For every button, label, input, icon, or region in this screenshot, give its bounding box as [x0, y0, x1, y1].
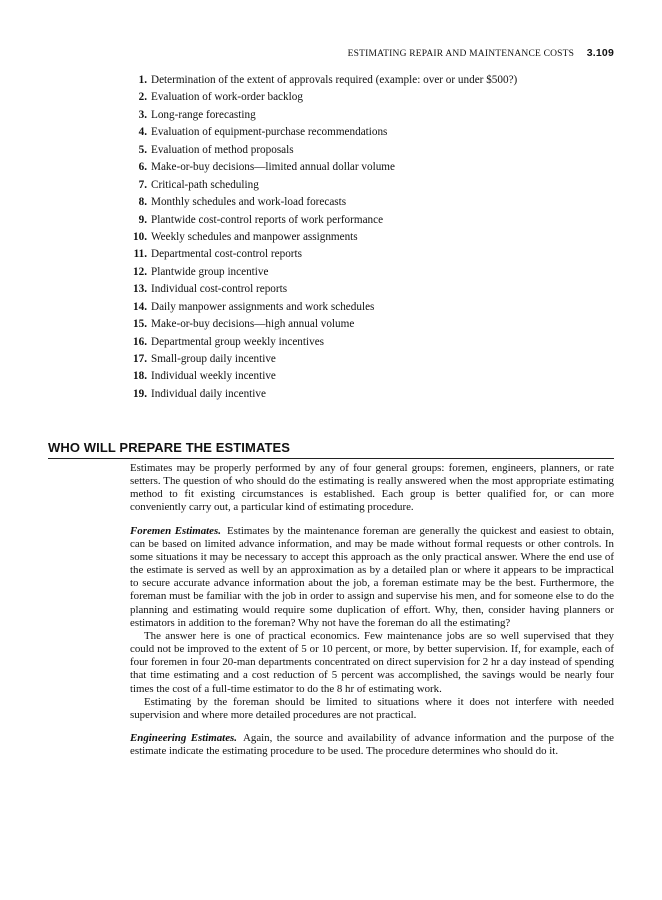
- list-item: [118, 89, 618, 106]
- list-item: [118, 72, 618, 89]
- list-item-text: Departmental cost-control reports: [151, 248, 302, 261]
- list-item-text: Daily manpower assignments and work schedules: [151, 300, 375, 313]
- section-heading: WHO WILL PREPARE THE ESTIMATES: [48, 440, 614, 459]
- list-item: [118, 368, 618, 385]
- list-item: [118, 177, 618, 194]
- list-item: [118, 281, 618, 298]
- engineering-paragraph-text: Again, the source and availability of advance information and the purpose of the estimate indicate the estimating procedure to be used. The procedure determines who should do it.: [130, 731, 615, 758]
- list-item-number: 16.: [133, 335, 147, 348]
- list-item: [118, 142, 618, 159]
- list-item-text: Weekly schedules and manpower assignments: [151, 230, 358, 243]
- foremen-run-in-heading: Foremen Estimates.: [130, 524, 221, 537]
- list-item-text: Make-or-buy decisions—limited annual dollar volume: [151, 161, 395, 174]
- list-item: [118, 316, 618, 333]
- list-item-number: 13.: [133, 283, 147, 296]
- foremen-economics-paragraph: The answer here is one of practical economics. Few maintenance jobs are so well supervised that they could not be improved to the extent of 5 or 10 percent, or more, by better supervision. If, for example, each of four foremen in four 20-man departments concentrated on direct supervision for 2 hr a day instead of spending that time estimating and a cost reduction of 5 percent was accomplished, the savings would be nearly four times the cost of a full-time estimator to do the 8 hr of estimating work.: [130, 629, 614, 695]
- foremen-paragraph: [130, 525, 614, 630]
- list-item-number: 4.: [138, 126, 147, 139]
- list-item: [118, 229, 618, 246]
- list-item-text: Small-group daily incentive: [151, 353, 276, 365]
- list-item-text: Individual cost-control reports: [151, 283, 288, 296]
- list-item-text: Evaluation of equipment-purchase recommendations: [151, 126, 388, 139]
- list-item: [118, 194, 618, 211]
- list-item-text: Evaluation of work-order backlog: [151, 91, 303, 104]
- engineering-paragraph: [130, 732, 614, 758]
- list-item-number: 19.: [133, 387, 147, 400]
- foremen-paragraph-text: Estimates by the maintenance foreman are generally the quickest and easiest to obtain, can be based on limited advance information, and may be made without formal requests or other controls. In some situations it may be necessary to accept this approach as the only practical answer. Where the end use of the estimate is served as well by an approximation as by a detailed plan or where it appears to be impractical to secure accurate advance information about the job, a foreman estimate may be the best. Furthermore, the foreman must be familiar with the job in order to assign and supervise his men, and for someone else to do the planning and estimating would require some duplication of effort. Why, then, consider having planners or estimators in addition to the foreman? Why not have the foreman do all the estimating?: [130, 524, 614, 629]
- list-item: [118, 246, 618, 263]
- list-item: [118, 386, 618, 403]
- list-item-number: 6.: [138, 161, 147, 174]
- list-item-number: 1.: [138, 74, 147, 86]
- list-item-number: 14.: [133, 300, 147, 313]
- intro-paragraph: Estimates may be properly performed by any of four general groups: foremen, engineers, planners, or rate setters. The question of who should do the estimating is really answered when the most appropriate estimating method to fit existing circumstances is established. Each group is better qualified for, or can more conveniently carry out, a particular kind of estimating procedure.: [130, 462, 614, 514]
- list-item: [118, 351, 618, 368]
- list-item-number: 15.: [133, 318, 147, 331]
- list-item-number: 10.: [133, 230, 147, 243]
- engineering-run-in-heading: Engineering Estimates.: [130, 731, 238, 744]
- list-item-text: Make-or-buy decisions—high annual volume: [151, 318, 355, 331]
- list-item-number: 3.: [138, 108, 147, 121]
- list-item-number: 2.: [138, 91, 147, 104]
- list-item-number: 7.: [138, 178, 147, 191]
- list-item-number: 18.: [133, 370, 147, 383]
- list-item-number: 5.: [138, 143, 147, 156]
- list-item-number: 8.: [138, 196, 147, 209]
- list-item-text: Plantwide group incentive: [151, 265, 269, 278]
- list-item-number: 17.: [133, 353, 147, 365]
- list-item-number: 12.: [133, 265, 147, 278]
- list-item: [118, 159, 618, 176]
- list-item-text: Long-range forecasting: [151, 108, 256, 121]
- list-item: [118, 264, 618, 281]
- foremen-limit-paragraph: Estimating by the foreman should be limited to situations where it does not interfere with needed supervision and where more detailed procedures are not practical.: [130, 695, 614, 721]
- list-item-number: 9.: [138, 213, 147, 226]
- list-item-text: Evaluation of method proposals: [151, 143, 294, 156]
- section-body: [130, 462, 614, 758]
- list-item: [118, 124, 618, 141]
- list-item-text: Individual daily incentive: [151, 387, 266, 400]
- running-head: [348, 47, 614, 59]
- list-item-text: Monthly schedules and work-load forecasts: [151, 196, 347, 209]
- list-item-number: 11.: [133, 248, 147, 261]
- running-head-title: ESTIMATING REPAIR AND MAINTENANCE COSTS: [347, 49, 575, 59]
- list-item-text: Plantwide cost-control reports of work performance: [151, 213, 384, 226]
- list-item: [118, 212, 618, 229]
- list-item-text: Individual weekly incentive: [151, 370, 276, 383]
- list-item: [118, 107, 618, 124]
- list-item-text: Departmental group weekly incentives: [151, 335, 325, 348]
- list-item: [118, 334, 618, 351]
- list-item-text: Critical-path scheduling: [151, 178, 259, 191]
- list-item-text: Determination of the extent of approvals required (example: over or under $500?): [151, 74, 518, 86]
- list-item: [118, 299, 618, 316]
- page-number: 3.109: [586, 47, 614, 59]
- numbered-list: [118, 72, 618, 403]
